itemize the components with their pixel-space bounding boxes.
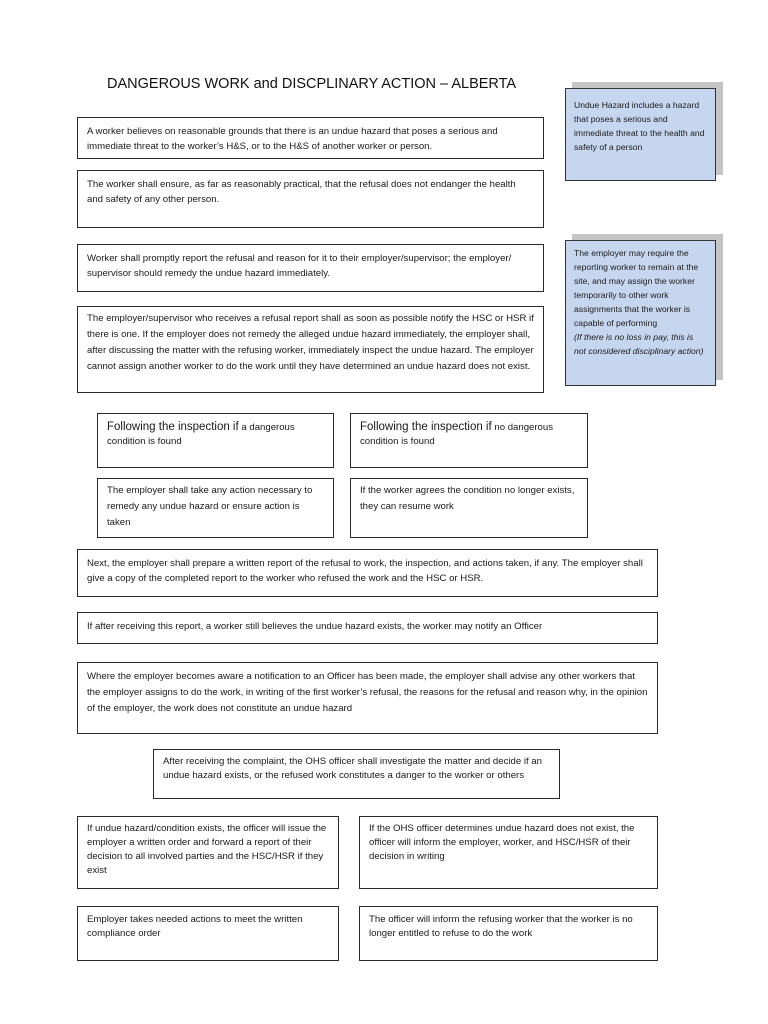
branch-hazard-not-exists-text: If the OHS officer determines undue hazard does not exist, the officer will inform the employer, worker, and HSC/HSR of their decision in writing	[369, 823, 635, 862]
dangerous-action-text: The employer shall take any action necessary to remedy any undue hazard or ensure action is taken	[107, 485, 313, 528]
undue-hazard-note-text: Undue Hazard includes a hazard that poses a serious and immediate threat to the health and safety of a person	[574, 100, 705, 152]
step-employer-inspect-text: The employer/supervisor who receives a refusal report shall as soon as possible notify the HSC or HSR if there is one. If the employer does not remedy the alleged undue hazard immediately, the employer shall, after discussing the matter with the refusing worker, immediately inspect the undue hazard. The employer cannot assign another worker to do the work until they have determined an undue hazard does not exist.	[87, 313, 534, 372]
reassign-note-text: The employer may require the reporting worker to remain at the site, and may assign the worker temporarily to other work assignments that the worker is capable of performing	[574, 248, 699, 328]
page-title: DANGEROUS WORK and DISCPLINARY ACTION – ALBERTA	[107, 76, 517, 92]
step-written-report	[77, 549, 658, 597]
officer-informs-worker-text: The officer will inform the refusing worker that the worker is no longer entitled to refuse to do the work	[369, 914, 633, 939]
reassign-note	[565, 240, 716, 386]
step-report-refusal	[77, 244, 544, 292]
branch-not-dangerous-lead: Following the inspection if	[360, 421, 492, 433]
step-written-report-text: Next, the employer shall prepare a written report of the refusal to work, the inspection, and actions taken, if any. The employer shall give a copy of the completed report to the worker who refused the work and the HSC or HSR.	[87, 558, 643, 584]
dangerous-action	[97, 478, 334, 538]
branch-not-dangerous	[350, 413, 588, 468]
step-advise-workers-text: Where the employer becomes aware a notification to an Officer has been made, the employer shall advise any other workers that the employer assigns to do the work, in writing of the first worker’s refusal, the reasons for the refusal and reason why, in the opinion of the employer, the work does not constitute an undue hazard	[87, 671, 648, 714]
branch-hazard-exists-text: If undue hazard/condition exists, the officer will issue the employer a written order and forward a report of their decision to all involved parties and the HSC/HSR if they exist	[87, 823, 327, 876]
step-officer-investigates	[153, 749, 560, 799]
not-dangerous-action-text: If the worker agrees the condition no longer exists, they can resume work	[360, 485, 575, 512]
officer-informs-worker	[359, 906, 658, 961]
not-dangerous-action	[350, 478, 588, 538]
step-employer-inspect	[77, 306, 544, 393]
step-ensure-safety	[77, 170, 544, 228]
branch-hazard-not-exists	[359, 816, 658, 889]
step-belief	[77, 117, 544, 159]
step-advise-workers	[77, 662, 658, 734]
step-notify-officer-text: If after receiving this report, a worker still believes the undue hazard exists, the worker may notify an Officer	[87, 621, 543, 632]
step-notify-officer	[77, 612, 658, 644]
employer-compliance-text: Employer takes needed actions to meet the written compliance order	[87, 914, 303, 939]
branch-dangerous	[97, 413, 334, 468]
step-belief-text: A worker believes on reasonable grounds that there is an undue hazard that poses a serious and immediate threat to the worker’s H&S, or to the H&S of another worker or person.	[87, 126, 498, 152]
branch-dangerous-rest: a dangerous condition is found	[107, 422, 295, 447]
step-ensure-safety-text: The worker shall ensure, as far as reasonably practical, that the refusal does not endanger the health and safety of any other person.	[87, 179, 516, 205]
branch-hazard-exists	[77, 816, 339, 889]
undue-hazard-note	[565, 88, 716, 181]
step-officer-investigates-text: After receiving the complaint, the OHS officer shall investigate the matter and decide if an undue hazard exists, or the refused work constitutes a danger to the worker or others	[163, 756, 542, 781]
reassign-note-italic: (If there is no loss in pay, this is not considered disciplinary action)	[574, 332, 704, 356]
branch-dangerous-lead: Following the inspection if	[107, 421, 239, 433]
branch-not-dangerous-rest: no dangerous condition is found	[360, 422, 554, 447]
step-report-refusal-text: Worker shall promptly report the refusal and reason for it to their employer/supervisor; the employer/ supervisor should remedy the undue hazard immediately.	[87, 253, 512, 279]
employer-compliance	[77, 906, 339, 961]
